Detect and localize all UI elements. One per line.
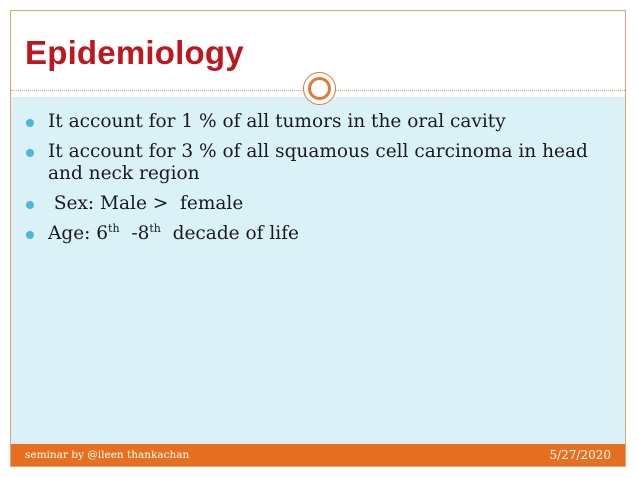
footer-date: 5/27/2020 xyxy=(549,448,611,462)
double-circle-icon xyxy=(303,72,336,105)
age-suffix: decade of life xyxy=(160,223,299,244)
bullet-icon xyxy=(26,149,34,157)
superscript-th: th xyxy=(149,222,161,235)
list-item xyxy=(11,111,591,133)
list-item xyxy=(11,141,591,185)
bullet-text: It account for 3 % of all squamous cell carcinoma in head and neck region xyxy=(48,141,588,184)
age-mid: -8 xyxy=(119,223,150,244)
content-area xyxy=(11,97,625,444)
list-item xyxy=(11,223,591,245)
bullet-text-age xyxy=(48,223,299,244)
slide-footer xyxy=(11,444,625,466)
footer-author: seminar by @ileen thankachan xyxy=(25,449,190,461)
bullet-icon xyxy=(26,201,34,209)
bullet-text: It account for 1 % of all tumors in the oral cavity xyxy=(48,111,506,132)
age-prefix: Age: 6 xyxy=(48,223,109,244)
bullet-icon xyxy=(26,119,34,127)
bullet-text: Sex: Male > female xyxy=(48,193,244,214)
list-item xyxy=(11,193,591,215)
superscript-th: th xyxy=(108,222,120,235)
bullet-list xyxy=(11,111,591,253)
slide-title: Epidemiology xyxy=(25,34,244,71)
bullet-icon xyxy=(26,231,34,239)
